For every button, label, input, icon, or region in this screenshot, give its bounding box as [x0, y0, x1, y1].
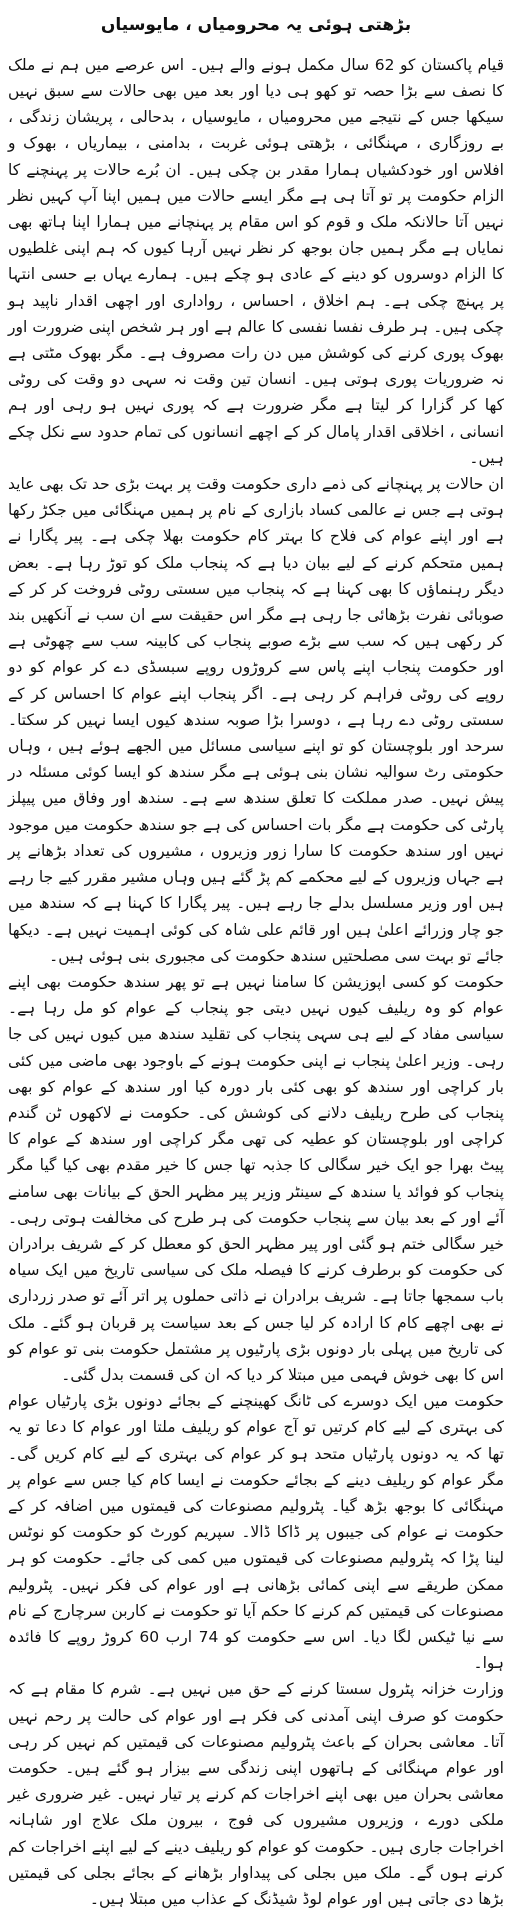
article-paragraph: ان حالات پر پہنچانے کی ذمے داری حکومت وقت پر بہت بڑی حد تک بھی عاید ہوتی ہے جس نے عالمی کساد بازاری کے نام پر ہمیں مہنگائی میں جکڑ رکھا ہے اور اپنے عوام کی فلاح کا بہتر کام حکومت بھلا چکی ہے۔ پیر پگارا نے ہمیں متحکم کرنے کے لیے بیان دیا ہے کہ پنجاب ملک کو توڑ رہا ہے۔ بعض دیگر رہنماؤں کا بھی کہنا ہے کہ پنجاب میں سستی روٹی فروخت کر کر کے صوبائی نفرت بڑھائی جا رہی ہے مگر اس حقیقت سے ان سب نے آنکھیں بند کر رکھی ہیں کہ سب سے بڑے صوبے پنجاب کی کابینہ سب سے چھوٹی ہے اور حکومت پنجاب اپنے پاس سے کروڑوں روپے سبسڈی دے کر عوام کو دو روپے کی روٹی فراہم کر رہی ہے۔ اگر پنجاب اپنے عوام کا احساس کر کے سستی روٹی دے رہا ہے ، دوسرا بڑا صوبہ سندھ کیوں ایسا نہیں کر سکتا۔ سرحد اور بلوچستان کو تو اپنے سیاسی مسائل میں الجھے ہوئے ہیں ، وہاں حکومتی رٹ سوالیہ نشان بنی ہوئی ہے مگر سندھ کو ایسا کوئی مسئلہ در پیش نہیں۔ صدر مملکت کا تعلق سندھ سے ہے۔ سندھ اور وفاق میں پیپلز پارٹی کی حکومت ہے مگر بات احساس کی ہے جو سندھ حکومت میں موجود نہیں اور سندھ حکومت کا سارا زور وزیروں ، مشیروں کی تعداد بڑھانے پر ہے جہاں وزیروں کے لیے محکمے کم پڑ گئے ہیں وہاں مشیر مقرر کیے جا رہے ہیں اور وزیر مسلسل بدلے جا رہے ہیں۔ پیر پگارا کا کہنا ہے کہ سندھ میں جو چار وزرائے اعلیٰ ہیں اور قائم علی شاہ کی کوئی اہمیت نہیں ہے۔ دیکھا جائے تو بہت سی مصلحتیں سندھ حکومت کی مجبوری بنی ہوئی ہیں۔: [8, 475, 504, 965]
article-paragraph: وزارت خزانہ پٹرول سستا کرنے کے حق میں نہیں ہے۔ شرم کا مقام ہے کہ حکومت کو صرف اپنی آمدنی کی فکر ہے اور عوام کی حالت پر رحم نہیں آتا۔ معاشی بحران کے باعث پٹرولیم مصنوعات کی قیمتیں کم نہیں کر رہی اور عوام مہنگائی کے ہاتھوں اپنی زندگی سے بیزار ہو گئے ہیں۔ حکومت معاشی بحران میں بھی اپنے اخراجات کم کرنے پر تیار نہیں۔ غیر ضروری غیر ملکی دورے ، وزیروں مشیروں کی فوج ، بیرون ملک علاج اور شاہانہ اخراجات جاری ہیں۔ حکومت کو عوام کو ریلیف دینے کے لیے اپنے اخراجات کم کرنے ہوں گے۔ ملک میں بجلی کی پیداوار بڑھانے کے بجائے بجلی کی قیمتیں بڑھا دی جاتی ہیں اور عوام لوڈ شیڈنگ کے عذاب میں مبتلا ہیں۔: [8, 1680, 504, 1909]
article-paragraph: حکومت کو کسی اپوزیشن کا سامنا نہیں ہے تو پھر سندھ حکومت بھی اپنے عوام کو وہ ریلیف کیوں نہیں دیتی جو پنجاب کے عوام کو مل رہا ہے۔ سیاسی مفاد کے لیے ہی سہی پنجاب کی تقلید سندھ میں کیوں نہیں کی جا رہی۔ وزیر اعلیٰ پنجاب نے اپنی حکومت ہونے کے باوجود بھی ماضی میں کئی بار کراچی اور سندھ کو بھی کئی بار دورہ کیا اور سندھ کے عوام کو بھی پنجاب کی طرح ریلیف دلانے کی کوشش کی۔ حکومت نے لاکھوں ٹن گندم کراچی اور بلوچستان کو عطیہ کی تھی مگر کراچی اور سندھ کے عوام کا پیٹ بھرا جو ایک خیر سگالی کا جذبہ تھا جس کا خیر مقدم بھی کیا گیا مگر پنجاب کو فوائد یا سندھ کے سینٹر وزیر پیر مظہر الحق کے بیانات بھی سامنے آئے اور کے بعد بیان سے پنجاب حکومت کی ہر طرح کی مخالفت ہوتی رہی۔ خیر سگالی ختم ہو گئی اور پیر مظہر الحق کو معطل کر کے شریف برادران کی حکومت کو برطرف کرنے کا فیصلہ ملک کی سیاسی تاریخ میں ایک سیاہ باب سمجھا جاتا ہے۔ شریف برادران نے ذاتی حملوں پر اتر آئے تو صدر زرداری نے بھی اچھے کام کا ارادہ کر لیا جس کے بعد سیاست پر قربان ہو گئے۔ ملک کی تاریخ میں پہلی بار دونوں بڑی پارٹیوں پر مشتمل حکومت بنی تو عوام کو اس کا بھی خوش فہمی میں مبتلا کر دیا کہ ان کی قسمت بدل گئی۔: [8, 972, 504, 1384]
article-paragraph: قیام پاکستان کو 62 سال مکمل ہونے والے ہیں۔ اس عرصے میں ہم نے ملک کا نصف سے بڑا حصہ تو کھو ہی دیا اور بعد میں بھی حالات سے سبق نہیں سیکھا جس کے نتیجے میں محرومیاں ، مایوسیاں ، بدحالی ، پریشان زندگی ، بے روزگاری ، مہنگائی ، بڑھتی ہوئی غربت ، بدامنی ، بیماریاں ، بھوک و افلاس اور خودکشیاں ہمارا مقدر بن چکی ہیں۔ ان بُرے حالات پر پہنچنے کا الزام حکومت پر تو آتا ہی ہے مگر ایسے حالات میں ہمیں اپنا آپ کہیں نظر نہیں آتا حالانکہ ملک و قوم کو اس مقام پر پہنچانے میں ہمارا اپنا ہاتھ بھی نمایاں ہے مگر ہمیں جان بوجھ کر نظر نہیں آرہا کیوں کہ ہم اپنی غلطیوں کا الزام دوسروں کو دینے کے عادی ہو چکے ہیں۔ ہمارے یہاں بے حسی انتہا پر پہنچ چکی ہے۔ ہم اخلاق ، احساس ، رواداری اور اچھی اقدار ناپید ہو چکی ہیں۔ ہر طرف نفسا نفسی کا عالم ہے اور ہر شخص اپنی ضرورت اور بھوک پوری کرنے کی کوشش میں دن رات مصروف ہے۔ مگر بھوک مٹتی ہے نہ ضروریات پوری ہوتی ہیں۔ انسان تین وقت نہ سہی دو وقت کی روٹی کھا کر گزارا کر لیتا ہے مگر ضرورت ہے کہ پوری نہیں ہو رہی اور ہم انسانی ، اخلاقی اقدار پامال کر کے اچھے انسانوں کی تمام حدود سے نکل چکے ہیں۔: [8, 55, 504, 467]
article-title: بڑھتی ہوئی یہ محرومیاں ، مایوسیاں: [100, 15, 412, 35]
article-paragraph: حکومت میں ایک دوسرے کی ٹانگ کھینچنے کے بجائے دونوں بڑی پارٹیاں عوام کی بہتری کے لیے کام کرتیں تو آج عوام کو ریلیف ملتا اور عوام کا دعا تو یہ تھا کہ یہ دونوں پارٹیاں متحد ہو کر عوام کی بہتری کے لیے کام کریں گی۔ مگر عوام کو ریلیف دینے کے بجائے حکومت نے ایسا کام کیا جس سے عوام پر مہنگائی کا بوجھ بڑھ گیا۔ پٹرولیم مصنوعات کی قیمتوں میں اضافہ کر کے حکومت نے عوام کی جیبوں پر ڈاکا ڈالا۔ سپریم کورٹ کو حکومت کو نوٹس لینا پڑا کہ پٹرولیم مصنوعات کی قیمتوں میں کمی کی جائے۔ حکومت کو ہر ممکن طریقے سے اپنی کمائی بڑھانی ہے اور عوام کی فکر نہیں۔ پٹرولیم مصنوعات کی قیمتیں کم کرنے کا حکم آیا تو حکومت نے کاربن سرچارج کے نام سے نیا ٹیکس لگا دیا۔ اس سے حکومت کو 74 ارب 60 کروڑ روپے کا فائدہ ہوا۔: [8, 1392, 504, 1673]
